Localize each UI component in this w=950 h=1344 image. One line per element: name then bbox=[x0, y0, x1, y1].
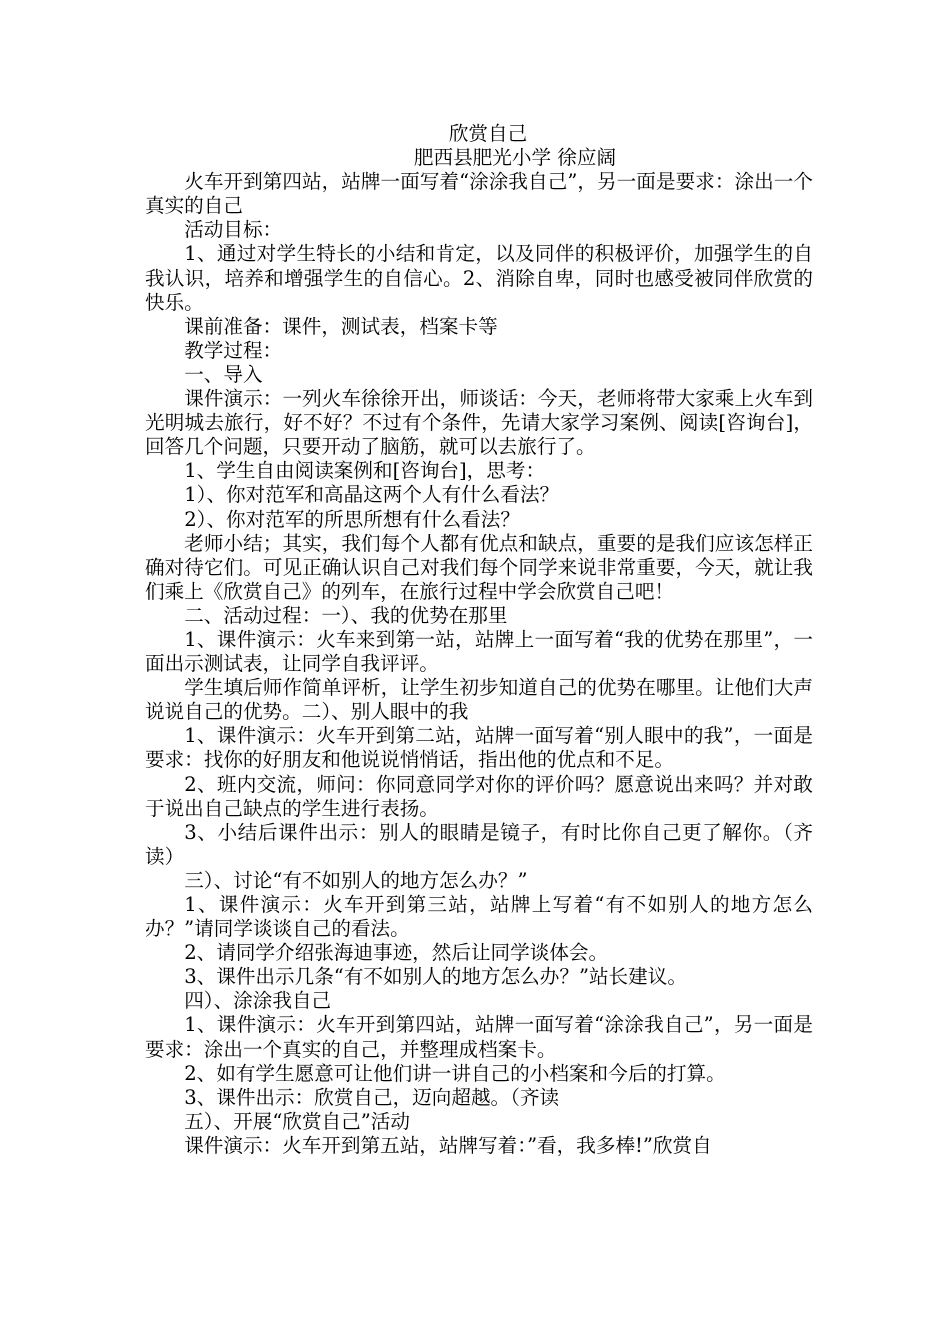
paragraph: 五）、开展“欣赏自己”活动 bbox=[184, 1109, 410, 1133]
paragraph: 课前准备：课件，测试表，档案卡等 bbox=[184, 314, 498, 338]
paragraph: 课件演示：火车开到第五站，站牌写着：”看，我多棒!”欣赏自 bbox=[184, 1133, 712, 1157]
document-body bbox=[145, 170, 813, 1158]
paragraph: 四）、涂涂我自己 bbox=[184, 989, 332, 1013]
paragraph: 1、课件演示：火车开到第三站，站牌上写着“有不如别人的地方怎么办？”请同学谈谈自己的看法。 bbox=[145, 893, 813, 941]
paragraph: 1、课件演示：火车开到第四站，站牌一面写着“涂涂我自己”，另一面是要求：涂出一个真实的自己，并整理成档案卡。 bbox=[145, 1013, 813, 1061]
paragraph: 一、导入 bbox=[184, 362, 263, 386]
paragraph: 2）、你对范军的所思所想有什么看法？ bbox=[184, 507, 520, 531]
document-author: 肥西县肥光小学 徐应阔 bbox=[413, 146, 617, 170]
paragraph: 学生填后师作简单评析，让学生初步知道自己的优势在哪里。让他们大声说说自己的优势。二）、别人眼中的我 bbox=[145, 676, 813, 724]
paragraph: 1、学生自由阅读案例和[咨询台]，思考： bbox=[184, 459, 546, 483]
paragraph: 1、课件演示：火车开到第二站，站牌一面写着“别人眼中的我”，一面是要求：找你的好朋友和他说说悄悄话，指出他的优点和不足。 bbox=[145, 724, 813, 772]
paragraph: 教学过程： bbox=[184, 338, 283, 362]
document-page bbox=[145, 122, 813, 1158]
paragraph: 二、活动过程：一）、我的优势在那里 bbox=[184, 603, 508, 627]
paragraph: 1、通过对学生特长的小结和肯定，以及同伴的积极评价，加强学生的自我认识，培养和增强学生的自信心。2、消除自卑，同时也感受被同伴欣赏的快乐。 bbox=[145, 242, 813, 314]
paragraph: 活动目标： bbox=[184, 218, 283, 242]
paragraph: 2、请同学介绍张海迪事迹，然后让同学谈体会。 bbox=[184, 941, 609, 965]
paragraph: 2、班内交流，师问：你同意同学对你的评价吗？愿意说出来吗？并对敢于说出自己缺点的学生进行表扬。 bbox=[145, 772, 813, 820]
paragraph: 课件演示：一列火车徐徐开出，师谈话：今天，老师将带大家乘上火车到光明城去旅行，好不好？不过有个条件，先请大家学习案例、阅读[咨询台]，回答几个问题，只要开动了脑筋，就可以去旅行了。 bbox=[145, 387, 813, 459]
document-title: 欣赏自己 bbox=[448, 122, 528, 145]
paragraph: 3、课件出示几条“有不如别人的地方怎么办？”站长建议。 bbox=[184, 965, 687, 989]
paragraph: 1、课件演示：火车来到第一站，站牌上一面写着“我的优势在那里”，一面出示测试表，让同学自我评评。 bbox=[145, 627, 813, 676]
paragraph: 1）、你对范军和高晶这两个人有什么看法？ bbox=[184, 483, 560, 507]
paragraph: 3、课件出示：欣赏自己，迈向超越。（齐读 bbox=[184, 1085, 560, 1109]
paragraph: 2、如有学生愿意可让他们讲一讲自己的小档案和今后的打算。 bbox=[184, 1061, 726, 1085]
paragraph: 3、小结后课件出示：别人的眼睛是镜子，有时比你自己更了解你。（齐读） bbox=[145, 820, 813, 868]
paragraph: 老师小结；其实，我们每个人都有优点和缺点，重要的是我们应该怎样正确对待它们。可见正确认识自己对我们每个同学来说非常重要，今天，就让我们乘上《欣赏自己》的列车，在旅行过程中学会欣赏自己吧！ bbox=[145, 531, 813, 603]
paragraph: 火车开到第四站，站牌一面写着“涂涂我自己”，另一面是要求：涂出一个真实的自己 bbox=[145, 170, 813, 218]
paragraph: 三）、讨论“有不如别人的地方怎么办？” bbox=[184, 868, 528, 892]
